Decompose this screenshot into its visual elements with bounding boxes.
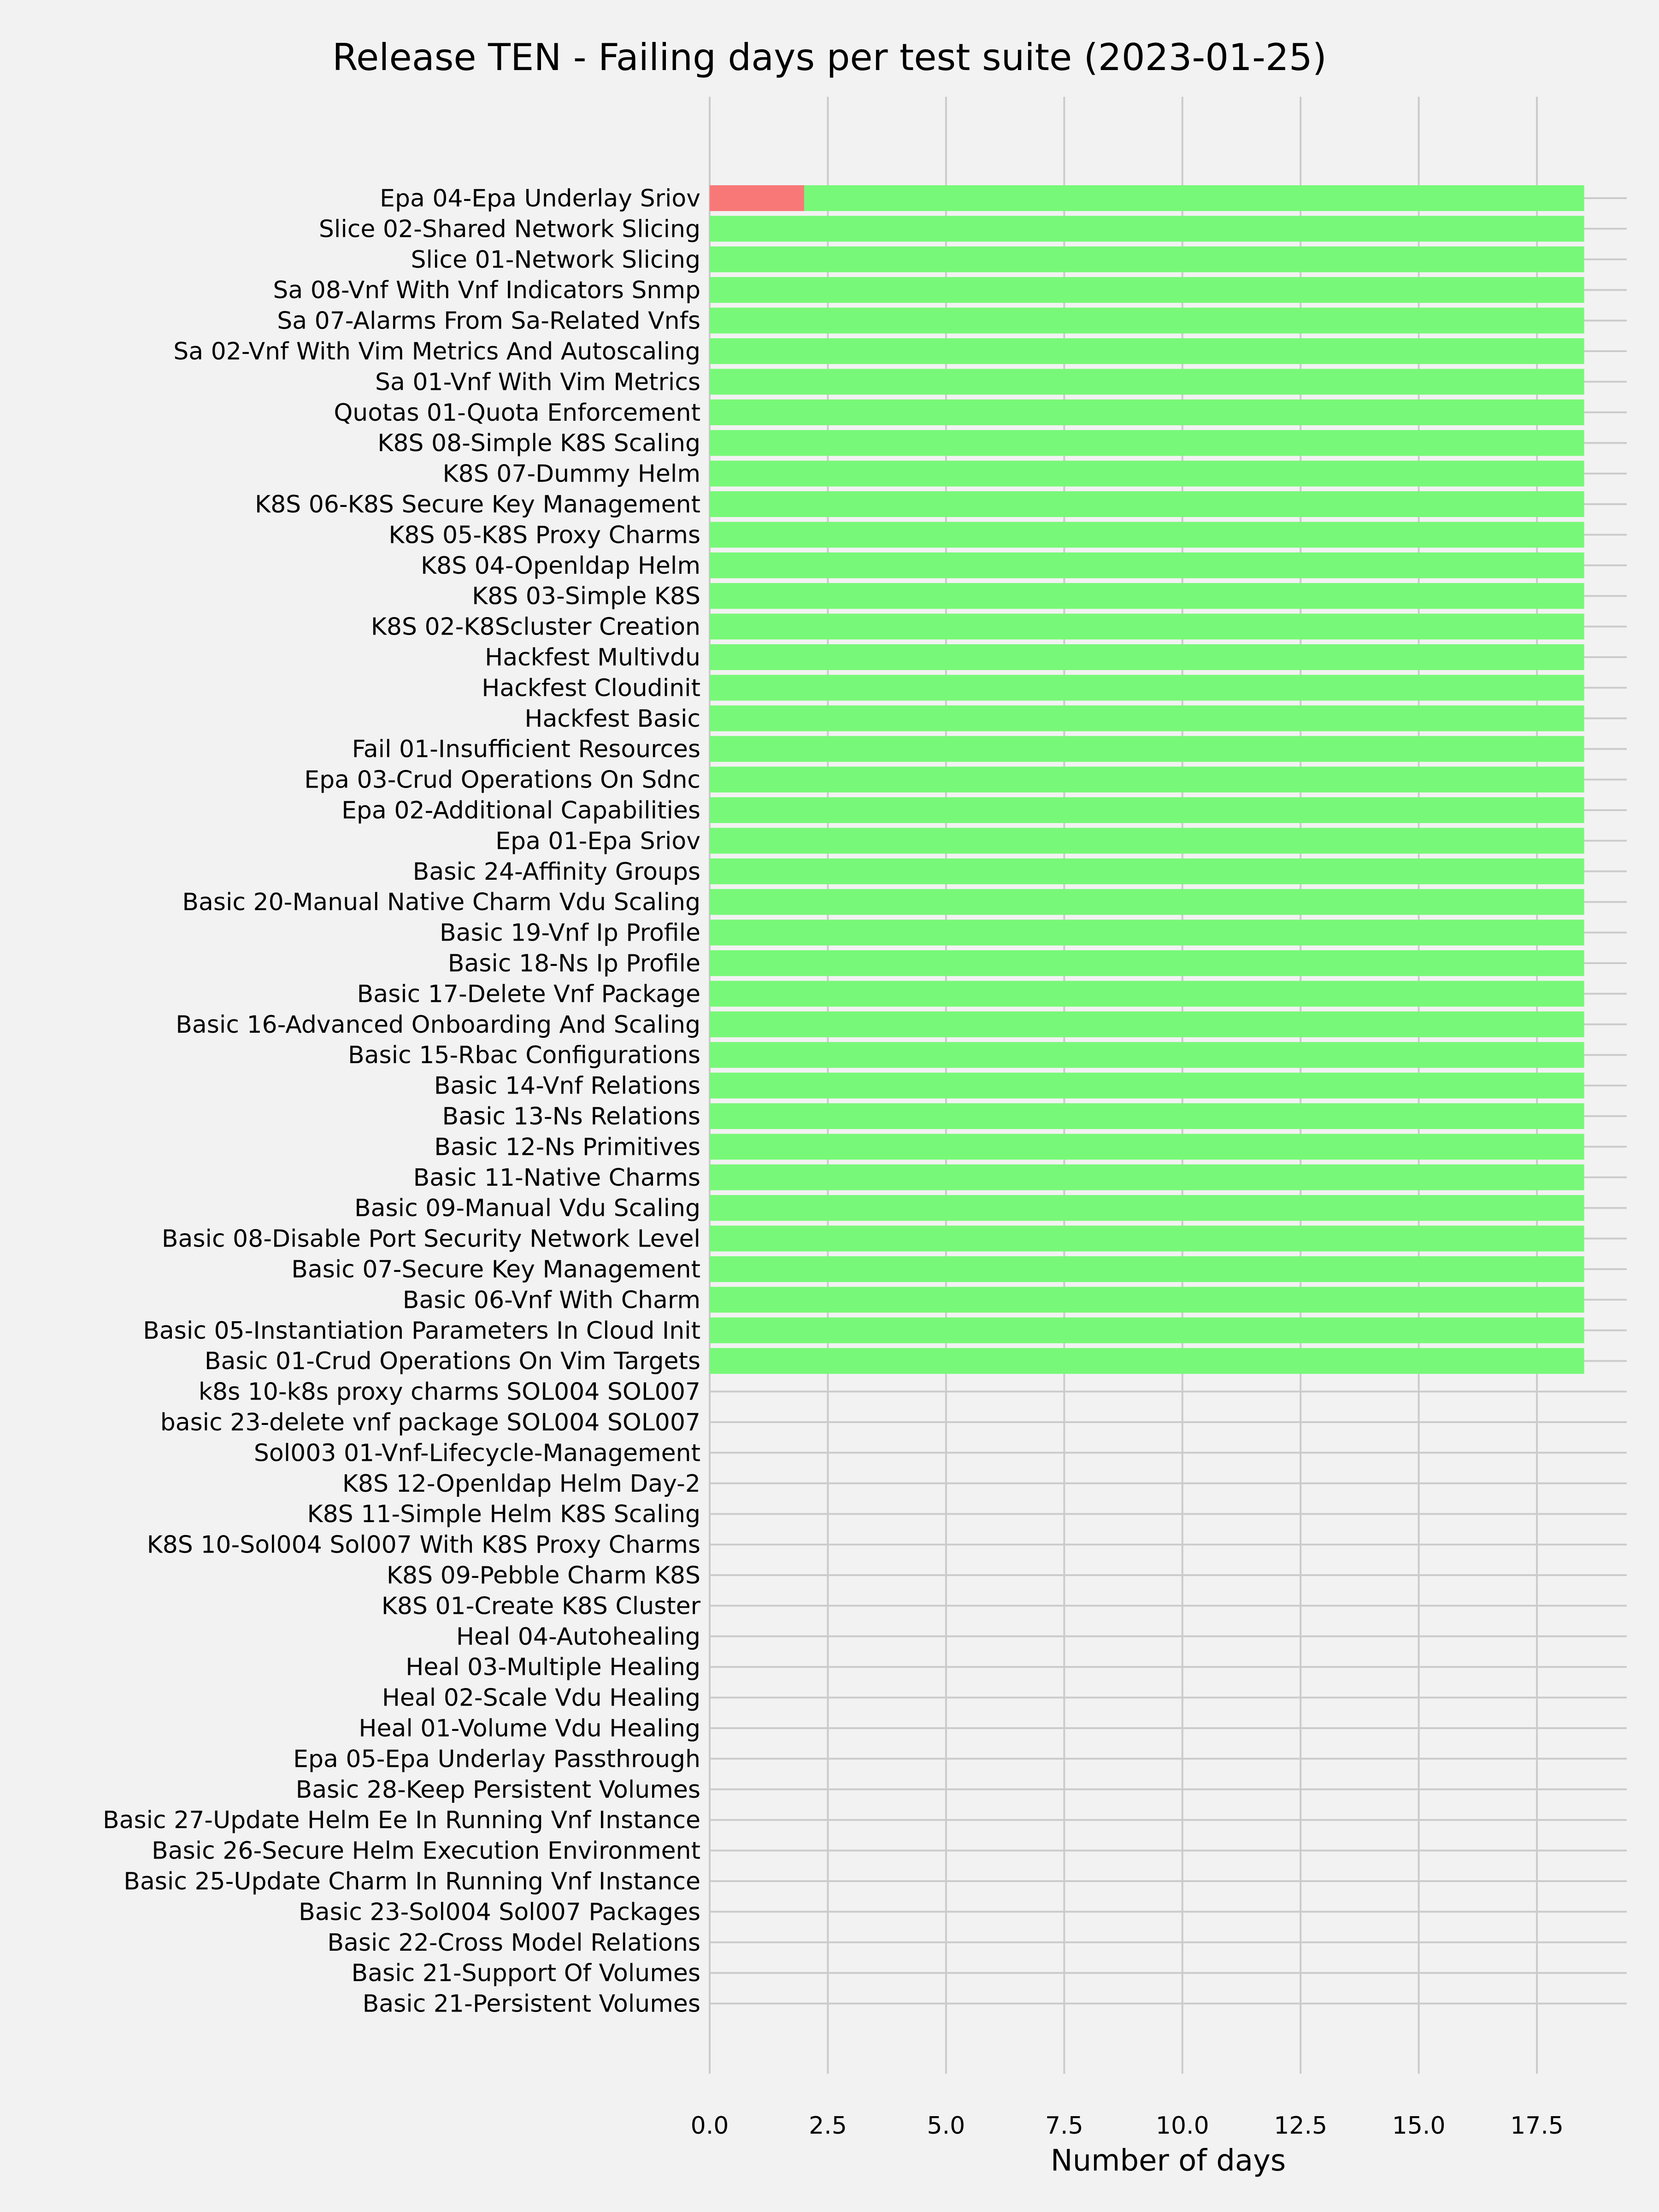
category-label: Basic 08-Disable Port Security Network Level [161,1225,700,1253]
bars [710,185,1584,1374]
bar-segment-green [710,1226,1584,1252]
category-label: Sa 07-Alarms From Sa-Related Vnfs [277,307,700,335]
bar-segment-green [710,706,1584,731]
category-label: Epa 03-Crud Operations On Sdnc [304,766,700,794]
bar-segment-green [710,1287,1584,1312]
category-label: Basic 09-Manual Vdu Scaling [354,1194,700,1223]
category-label: Slice 02-Shared Network Slicing [318,215,700,243]
x-tick-label: 12.5 [1274,2112,1328,2140]
category-label: K8S 12-Openldap Helm Day-2 [342,1470,700,1498]
category-label: Basic 15-Rbac Configurations [348,1041,700,1070]
bar-segment-green [710,277,1584,303]
category-label: Basic 07-Secure Key Management [291,1256,700,1283]
bar-segment-green [710,583,1584,609]
category-label: Basic 25-Update Charm In Running Vnf Instance [124,1868,700,1895]
category-label: Epa 01-Epa Sriov [495,827,700,855]
bar-segment-green [710,828,1584,853]
category-label: Epa 05-Epa Underlay Passthrough [293,1745,700,1773]
bar-segment-green [710,461,1584,487]
chart-title: Release TEN - Failing days per test suite (2023-01-25) [332,36,1327,79]
bar-segment-green [710,1134,1584,1159]
bar-segment-green [710,247,1584,272]
bar-segment-green [710,644,1584,670]
bar-segment-red [710,185,804,211]
bar-segment-green [710,216,1584,241]
bar-segment-green [710,369,1584,394]
bar-segment-green [710,553,1584,578]
category-label: Heal 02-Scale Vdu Healing [382,1684,700,1712]
category-label: K8S 02-K8Scluster Creation [371,613,700,641]
category-label: K8S 08-Simple K8S Scaling [377,429,700,458]
category-label: basic 23-delete vnf package SOL004 SOL007 [160,1409,700,1436]
category-label: Slice 01-Network Slicing [411,246,700,274]
bar-segment-green [710,491,1584,517]
x-tick-label: 17.5 [1510,2112,1564,2140]
category-label: Sa 02-Vnf With Vim Metrics And Autoscaling [173,338,700,365]
category-label: Basic 26-Secure Helm Execution Environment [152,1837,700,1865]
category-label: Basic 01-Crud Operations On Vim Targets [204,1347,700,1376]
category-label: Hackfest Basic [524,705,700,733]
bar-segment-green [710,889,1584,915]
bar-segment-green [710,1012,1584,1037]
category-label: K8S 10-Sol004 Sol007 With K8S Proxy Charms [147,1531,700,1559]
category-label: K8S 04-Openldap Helm [420,552,700,580]
bar-segment-green [710,1165,1584,1190]
category-label: Basic 16-Advanced Onboarding And Scaling [176,1011,700,1039]
category-label: Hackfest Multivdu [485,644,700,671]
category-label: Basic 20-Manual Native Charm Vdu Scaling [182,888,700,917]
category-label: Basic 18-Ns Ip Profile [447,950,700,977]
category-label: Basic 11-Native Charms [413,1164,700,1192]
category-label: Basic 12-Ns Primitives [434,1133,700,1161]
x-tick-label: 5.0 [927,2112,965,2140]
bar-segment-green [710,614,1584,640]
x-tick-label: 7.5 [1045,2112,1083,2140]
category-label: Basic 28-Keep Persistent Volumes [295,1776,700,1804]
bar-segment-green [710,767,1584,793]
category-label: Quotas 01-Quota Enforcement [334,399,700,427]
category-label: K8S 11-Simple Helm K8S Scaling [307,1500,700,1529]
bar-segment-green [710,308,1584,334]
x-tick-label: 2.5 [809,2112,847,2140]
category-label: Fail 01-Insufficient Resources [352,735,700,764]
category-label: Basic 21-Support Of Volumes [351,1959,700,1988]
category-label: k8s 10-k8s proxy charms SOL004 SOL007 [198,1378,700,1406]
bar-segment-green [710,1256,1584,1282]
x-tick-label: 15.0 [1392,2112,1446,2140]
category-label: Basic 23-Sol004 Sol007 Packages [299,1898,700,1926]
bar-segment-green [710,981,1584,1006]
x-tick-label: 10.0 [1155,2112,1209,2140]
bar-segment-green [710,1103,1584,1129]
bar-segment-green [710,1318,1584,1343]
x-axis-title: Number of days [1050,2144,1286,2178]
bar-segment-green [804,185,1584,211]
category-label: Basic 22-Cross Model Relations [327,1929,700,1957]
category-label: Heal 03-Multiple Healing [406,1653,700,1682]
x-tick-label: 0.0 [690,2112,729,2140]
category-label: Sa 08-Vnf With Vnf Indicators Snmp [273,276,700,305]
category-label: Basic 17-Delete Vnf Package [357,980,700,1008]
category-label: Sa 01-Vnf With Vim Metrics [375,368,700,396]
category-label: K8S 09-Pebble Charm K8S [386,1562,700,1589]
bar-segment-green [710,338,1584,364]
category-label: Basic 06-Vnf With Charm [402,1286,700,1314]
category-label: Basic 05-Instantiation Parameters In Cloud Init [143,1317,700,1345]
category-label: Basic 14-Vnf Relations [434,1072,700,1100]
bar-segment-green [710,1042,1584,1068]
category-label: K8S 06-K8S Secure Key Management [254,491,700,518]
bar-segment-green [710,400,1584,425]
category-label: Heal 04-Autohealing [456,1623,700,1651]
category-label: Epa 02-Additional Capabilities [341,797,700,824]
bar-segment-green [710,736,1584,762]
bar-segment-green [710,859,1584,884]
bar-segment-green [710,522,1584,547]
bar-segment-green [710,1348,1584,1374]
category-label: K8S 05-K8S Proxy Charms [388,521,700,549]
bar-segment-green [710,675,1584,700]
category-label: Epa 04-Epa Underlay Sriov [380,185,700,212]
category-label: Hackfest Cloudinit [482,674,700,702]
bar-segment-green [710,1073,1584,1099]
category-label: Basic 27-Update Helm Ee In Running Vnf Instance [102,1806,700,1835]
category-label: Basic 19-Vnf Ip Profile [439,919,700,947]
bar-segment-green [710,950,1584,976]
bar-segment-green [710,797,1584,823]
category-label: Basic 24-Affinity Groups [412,858,700,886]
category-label: K8S 07-Dummy Helm [442,460,700,488]
bar-segment-green [710,920,1584,946]
category-label: Basic 21-Persistent Volumes [362,1990,700,2018]
category-label: Sol003 01-Vnf-Lifecycle-Management [253,1439,700,1467]
category-label: K8S 03-Simple K8S [472,582,700,611]
category-label: Heal 01-Volume Vdu Healing [359,1715,700,1742]
bar-segment-green [710,430,1584,456]
category-label: K8S 01-Create K8S Cluster [381,1592,700,1620]
category-label: Basic 13-Ns Relations [442,1103,700,1130]
bar-segment-green [710,1195,1584,1221]
